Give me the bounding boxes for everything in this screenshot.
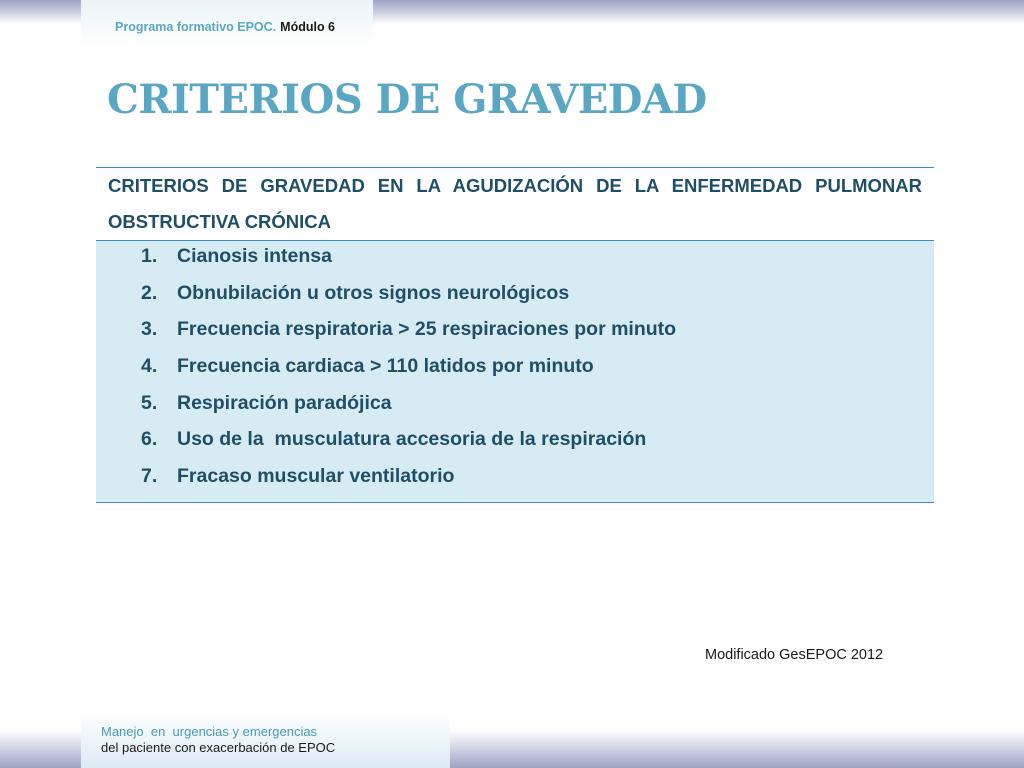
- criteria-number: 5.: [141, 391, 158, 414]
- criteria-table-header: [96, 167, 934, 241]
- module-label: Módulo 6: [280, 20, 336, 34]
- criteria-text: Fracaso muscular ventilatorio: [177, 465, 455, 488]
- criteria-number: 6.: [141, 428, 158, 451]
- criteria-number: 4.: [141, 355, 158, 378]
- slide-title: CRITERIOS DE GRAVEDAD: [107, 76, 707, 123]
- criteria-table-header-text: CRITERIOS DE GRAVEDAD EN LA AGUDIZACIÓN DE LA ENFERMEDAD PULMONAR OBSTRUCTIVA CRÓNICA: [108, 175, 922, 232]
- criteria-number: 2.: [141, 281, 158, 304]
- criteria-text: Respiración paradójica: [177, 391, 392, 414]
- source-note: Modificado GesEPOC 2012: [705, 647, 884, 663]
- criteria-text: Cianosis intensa: [177, 245, 332, 267]
- criteria-number: 1.: [141, 245, 158, 267]
- criteria-number: 3.: [141, 318, 158, 341]
- program-label: [115, 20, 335, 34]
- criteria-text: Obnubilación u otros signos neurológicos: [177, 281, 570, 304]
- footer-course-line1: Manejo en urgencias y emergencias: [101, 724, 318, 739]
- criteria-text: Frecuencia respiratoria > 25 respiraciones por minuto: [177, 318, 677, 341]
- criteria-text: Uso de la musculatura accesoria de la respiración: [177, 428, 647, 451]
- criteria-number: 7.: [141, 465, 158, 488]
- program-name: Programa formativo EPOC.: [115, 20, 277, 34]
- criteria-table-body: [96, 241, 934, 503]
- criteria-text: Frecuencia cardiaca > 110 latidos por minuto: [177, 355, 594, 378]
- footer-course-line2: del paciente con exacerbación de EPOC: [101, 740, 336, 755]
